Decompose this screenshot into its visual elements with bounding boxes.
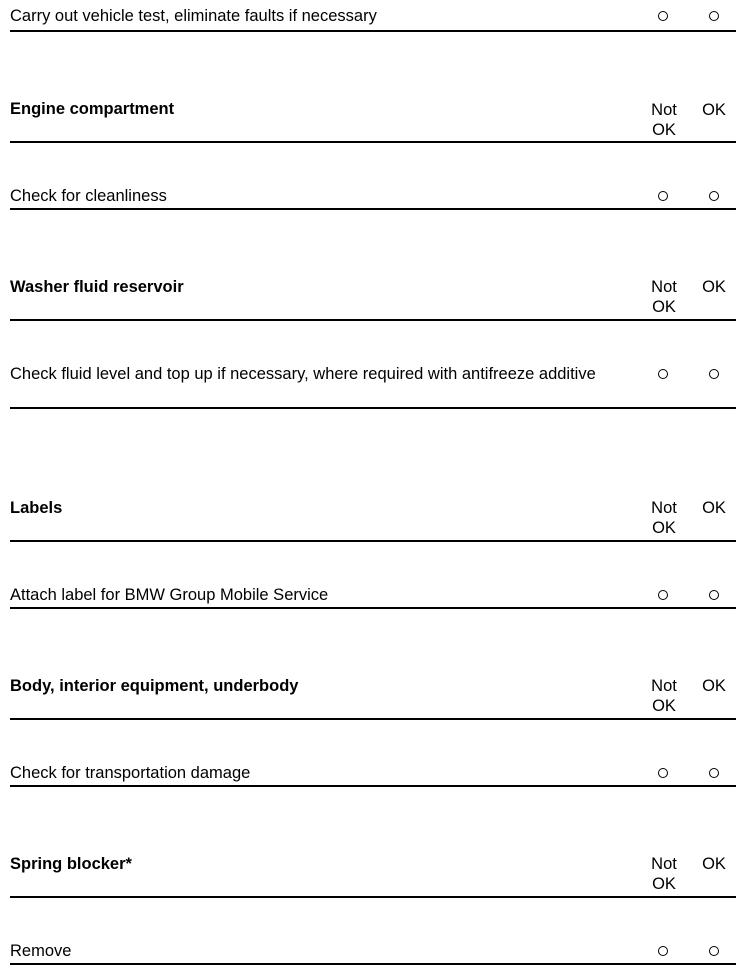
divider — [10, 407, 736, 409]
not-ok-radio[interactable] — [658, 191, 668, 201]
divider — [10, 141, 736, 143]
section-title: Body, interior equipment, underbody — [10, 677, 299, 695]
ok-column-header: OK — [702, 677, 726, 695]
divider — [10, 718, 736, 720]
not-ok-column-header: Not OK — [651, 278, 677, 316]
item-label: Attach label for BMW Group Mobile Service — [10, 586, 329, 604]
not-ok-radio[interactable] — [658, 590, 668, 600]
not-ok-radio[interactable] — [658, 946, 668, 956]
section-title: Labels — [10, 499, 63, 517]
item-label: Remove — [10, 942, 72, 960]
ok-radio[interactable] — [709, 11, 719, 21]
not-ok-column-header: Not OK — [651, 499, 677, 537]
ok-column-header: OK — [702, 101, 726, 119]
not-ok-radio[interactable] — [658, 768, 668, 778]
item-label: Check for cleanliness — [10, 187, 167, 205]
item-label: Carry out vehicle test, eliminate faults if necessary — [10, 7, 377, 25]
section-title: Spring blocker* — [10, 855, 132, 873]
ok-radio[interactable] — [709, 768, 719, 778]
ok-radio[interactable] — [709, 946, 719, 956]
not-ok-column-header: Not OK — [651, 855, 677, 893]
not-ok-column-header: Not OK — [651, 101, 677, 139]
divider — [10, 30, 736, 32]
not-ok-column-header: Not OK — [651, 677, 677, 715]
divider — [10, 540, 736, 542]
divider — [10, 208, 736, 210]
divider — [10, 319, 736, 321]
ok-radio[interactable] — [709, 590, 719, 600]
ok-radio[interactable] — [709, 369, 719, 379]
divider — [10, 607, 736, 609]
divider — [10, 785, 736, 787]
ok-column-header: OK — [702, 278, 726, 296]
ok-column-header: OK — [702, 499, 726, 517]
not-ok-radio[interactable] — [658, 369, 668, 379]
section-title: Washer fluid reservoir — [10, 278, 184, 296]
not-ok-radio[interactable] — [658, 11, 668, 21]
divider — [10, 896, 736, 898]
section-title: Engine compartment — [10, 100, 175, 118]
item-label: Check fluid level and top up if necessary, where required with antifreeze additive — [10, 365, 596, 383]
ok-radio[interactable] — [709, 191, 719, 201]
item-label: Check for transportation damage — [10, 764, 251, 782]
ok-column-header: OK — [702, 855, 726, 873]
divider — [10, 963, 736, 965]
